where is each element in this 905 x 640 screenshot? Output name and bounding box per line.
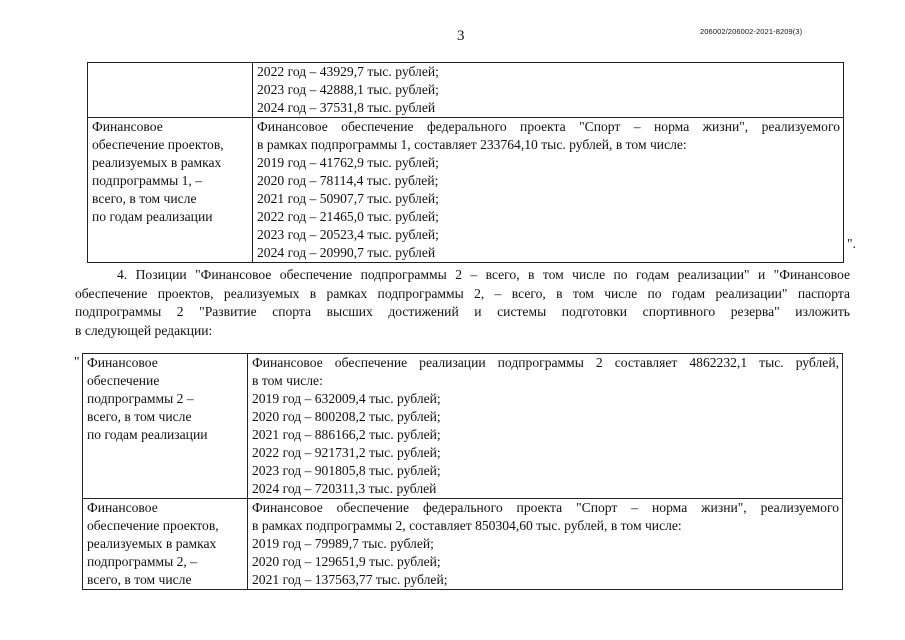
paragraph-line: подпрограммы 2 "Развитие спорта высших достижений и системы подготовки спортивного резерва" изложить (75, 304, 850, 319)
cell-line: 2021 год – 886166,2 тыс. рублей; (252, 427, 441, 442)
paragraph-line: в следующей редакции: (75, 322, 213, 338)
table-row (88, 118, 844, 263)
document-code: 206002/206002-2021-8209(3) (700, 27, 803, 36)
cell-line: 2023 год – 901805,8 тыс. рублей; (252, 463, 441, 478)
cell-line: 2022 год – 921731,2 тыс. рублей; (252, 445, 441, 460)
row-label-cell (88, 118, 253, 263)
table-row (83, 499, 843, 590)
cell-line: обеспечение (87, 373, 160, 388)
row-value-cell (248, 354, 843, 499)
cell-line: подпрограммы 2, – (87, 554, 197, 569)
closing-quote: ". (847, 236, 856, 251)
cell-line: 2020 год – 800208,2 тыс. рублей; (252, 409, 441, 424)
paragraph-line: обеспечение проектов, реализуемых в рамках подпрограммы 2, – всего, в том числе по годам реализации" паспорта (75, 285, 850, 301)
cell-line: Финансовое (87, 355, 158, 370)
cell-line: всего, в том числе (87, 572, 192, 587)
cell-line: подпрограммы 1, – (92, 173, 202, 188)
cell-line: обеспечение проектов, (87, 518, 219, 533)
cell-line: Финансовое (87, 500, 158, 515)
cell-line: 2022 год – 21465,0 тыс. рублей; (257, 209, 439, 224)
cell-line: реализуемых в рамках (87, 536, 217, 551)
row-value-cell (253, 118, 844, 263)
cell-line: Финансовое обеспечение федерального проекта "Спорт – норма жизни", реализуемого (257, 119, 840, 134)
row-value-cell (253, 63, 844, 118)
cell-line: 2023 год – 42888,1 тыс. рублей; (257, 82, 439, 97)
cell-line: в рамках подпрограммы 1, составляет 233764,10 тыс. рублей, в том числе: (257, 137, 687, 152)
cell-line: 2019 год – 41762,9 тыс. рублей; (257, 155, 439, 170)
cell-line: Финансовое обеспечение федерального проекта "Спорт – норма жизни", реализуемого (252, 500, 839, 515)
cell-line: по годам реализации (92, 209, 213, 224)
cell-line: 2019 год – 79989,7 тыс. рублей; (252, 536, 434, 551)
cell-line: всего, в том числе (92, 191, 197, 206)
table-subprogram-2 (82, 353, 843, 590)
row-label-cell (83, 499, 248, 590)
amendment-paragraph (75, 266, 850, 340)
cell-line: всего, в том числе (87, 409, 192, 424)
table-subprogram-1 (87, 62, 844, 263)
cell-line: 2023 год – 20523,4 тыс. рублей; (257, 227, 439, 242)
cell-line: 2021 год – 50907,7 тыс. рублей; (257, 191, 439, 206)
cell-line: в рамках подпрограммы 2, составляет 850304,60 тыс. рублей, в том числе: (252, 518, 682, 533)
paragraph-line: 4. Позиции "Финансовое обеспечение подпрограммы 2 – всего, в том числе по годам реализации" и "Финансовое (117, 267, 850, 282)
cell-line: 2020 год – 129651,9 тыс. рублей; (252, 554, 441, 569)
cell-line: в том числе: (252, 373, 323, 388)
opening-quote: " (74, 354, 80, 369)
cell-line: 2020 год – 78114,4 тыс. рублей; (257, 173, 439, 188)
row-label-cell (88, 63, 253, 118)
cell-line: 2024 год – 720311,3 тыс. рублей (252, 481, 437, 496)
cell-line: 2022 год – 43929,7 тыс. рублей; (257, 64, 439, 79)
page-number: 3 (457, 28, 465, 44)
cell-line: Финансовое обеспечение реализации подпрограммы 2 составляет 4862232,1 тыс. рублей, (252, 355, 839, 370)
cell-line: 2024 год – 37531,8 тыс. рублей (257, 100, 436, 115)
cell-line: 2021 год – 137563,77 тыс. рублей; (252, 572, 448, 587)
table-row (88, 63, 844, 118)
cell-line: обеспечение проектов, (92, 137, 224, 152)
cell-line: реализуемых в рамках (92, 155, 222, 170)
cell-line: подпрограммы 2 – (87, 391, 194, 406)
cell-line: 2024 год – 20990,7 тыс. рублей (257, 245, 436, 260)
cell-line: 2019 год – 632009,4 тыс. рублей; (252, 391, 441, 406)
cell-line: по годам реализации (87, 427, 208, 442)
row-label-cell (83, 354, 248, 499)
cell-line: Финансовое (92, 119, 163, 134)
row-value-cell (248, 499, 843, 590)
table-row (83, 354, 843, 499)
